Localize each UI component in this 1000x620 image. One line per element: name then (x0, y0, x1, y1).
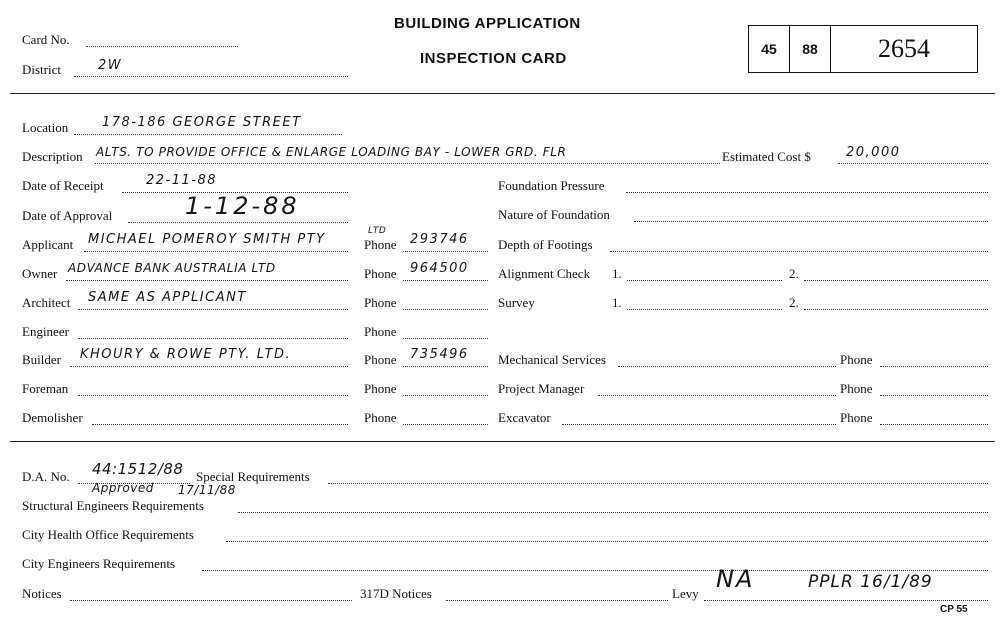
foreman-field[interactable] (78, 395, 348, 396)
location-label: Location (22, 120, 69, 135)
applicant-phone-label: Phone (364, 237, 397, 252)
da-number-value: 44:1512/88 (92, 460, 184, 478)
levy-field[interactable] (704, 600, 988, 601)
structural-label: Structural Engineers Requirements (22, 498, 204, 513)
estimated-cost-value: 20,000 (846, 145, 901, 160)
description-field[interactable] (95, 163, 720, 164)
project-manager-field[interactable] (598, 395, 836, 396)
owner-field[interactable] (66, 280, 348, 281)
builder-phone-label: Phone (364, 352, 397, 367)
project-manager-phone-field[interactable] (880, 395, 988, 396)
demolisher-label: Demolisher (22, 410, 83, 425)
health-office-label: City Health Office Requirements (22, 527, 194, 542)
city-engineers-field[interactable] (202, 570, 988, 571)
architect-value: SAME AS APPLICANT (88, 290, 247, 305)
architect-phone-label: Phone (364, 295, 397, 310)
architect-phone-field[interactable] (403, 309, 488, 310)
applicant-field[interactable] (84, 251, 348, 252)
location-field[interactable] (74, 134, 342, 135)
mechanical-services-label: Mechanical Services (498, 352, 606, 367)
engineer-phone-field[interactable] (403, 338, 488, 339)
card-number-box (748, 25, 978, 73)
foreman-label: Foreman (22, 381, 69, 396)
alignment-num-2: 2. (789, 266, 799, 281)
architect-label: Architect (22, 295, 71, 310)
foreman-phone-label: Phone (364, 381, 397, 396)
applicant-label: Applicant (22, 237, 74, 252)
demolisher-field[interactable] (92, 424, 348, 425)
survey-num-1: 1. (612, 295, 622, 310)
notices-317d-label: 317D Notices (360, 586, 432, 601)
excavator-label: Excavator (498, 410, 551, 425)
demolisher-phone-field[interactable] (403, 424, 488, 425)
applicant-phone-field[interactable] (403, 251, 488, 252)
approval-value: 1-12-88 (185, 192, 300, 220)
depth-footings-field[interactable] (610, 251, 988, 252)
approved-date: 17/11/88 (178, 483, 236, 497)
survey-num-2: 2. (789, 295, 799, 310)
special-requirements-label: Special Requirements (196, 469, 310, 484)
notices-field[interactable] (70, 600, 352, 601)
builder-phone-field[interactable] (403, 366, 488, 367)
footer-divider (10, 441, 995, 442)
builder-label: Builder (22, 352, 61, 367)
special-requirements-field[interactable] (328, 483, 988, 484)
alignment-check-label: Alignment Check (498, 266, 591, 281)
district-value: 2W (98, 58, 123, 73)
nature-foundation-label: Nature of Foundation (498, 207, 610, 222)
alignment-field-2[interactable] (804, 280, 988, 281)
notices-317d-field[interactable] (446, 600, 668, 601)
depth-footings-label: Depth of Footings (498, 237, 593, 252)
survey-field-1[interactable] (627, 309, 782, 310)
receipt-value: 22-11-88 (146, 173, 218, 188)
receipt-label: Date of Receipt (22, 178, 104, 193)
mechanical-phone-label: Phone (840, 352, 873, 367)
card-number: 2654 (878, 34, 930, 63)
year-cell-b: 88 (790, 26, 831, 72)
year-cell-a: 45 (749, 26, 790, 72)
excavator-phone-field[interactable] (880, 424, 988, 425)
owner-value: ADVANCE BANK AUSTRALIA LTD (68, 261, 276, 275)
district-label: District (22, 62, 61, 77)
engineer-phone-label: Phone (364, 324, 397, 339)
description-value: ALTS. TO PROVIDE OFFICE & ENLARGE LOADING BAY - LOWER GRD. FLR (96, 145, 567, 159)
city-engineers-label: City Engineers Requirements (22, 556, 176, 571)
structural-field[interactable] (238, 512, 988, 513)
engineer-field[interactable] (78, 338, 348, 339)
mechanical-phone-field[interactable] (880, 366, 988, 367)
approved-note: Approved (92, 481, 154, 495)
approval-field[interactable] (128, 222, 348, 223)
notices-label: Notices (22, 586, 62, 601)
demolisher-phone-label: Phone (364, 410, 397, 425)
survey-label: Survey (498, 295, 535, 310)
da-number-label: D.A. No. (22, 469, 70, 484)
excavator-field[interactable] (562, 424, 836, 425)
owner-phone-field[interactable] (403, 280, 488, 281)
health-office-field[interactable] (226, 541, 988, 542)
alignment-field-1[interactable] (627, 280, 782, 281)
engineer-label: Engineer (22, 324, 69, 339)
card-no-label: Card No. (22, 32, 70, 47)
title-inspection-card: INSPECTION CARD (420, 50, 567, 67)
owner-phone: 964500 (410, 261, 469, 276)
estimated-cost-field[interactable] (838, 163, 988, 164)
levy-note: PPLR 16/1/89 (808, 572, 933, 592)
builder-value: KHOURY & ROWE PTY. LTD. (80, 347, 292, 362)
district-field[interactable] (74, 76, 348, 77)
foundation-pressure-field[interactable] (626, 192, 988, 193)
architect-field[interactable] (78, 309, 348, 310)
card-no-field[interactable] (86, 46, 238, 47)
excavator-phone-label: Phone (840, 410, 873, 425)
applicant-ltd: LTD (368, 226, 387, 236)
approval-label: Date of Approval (22, 208, 113, 223)
levy-label: Levy (672, 586, 699, 601)
nature-foundation-field[interactable] (634, 221, 988, 222)
form-code: CP 55 (940, 604, 968, 615)
levy-value: NA (716, 565, 755, 593)
owner-phone-label: Phone (364, 266, 397, 281)
estimated-cost-label: Estimated Cost $ (722, 149, 811, 164)
mechanical-services-field[interactable] (618, 366, 836, 367)
foundation-pressure-label: Foundation Pressure (498, 178, 605, 193)
alignment-num-1: 1. (612, 266, 622, 281)
title-building-application: BUILDING APPLICATION (394, 15, 581, 32)
applicant-phone: 293746 (410, 232, 469, 247)
owner-label: Owner (22, 266, 58, 281)
builder-phone: 735496 (410, 347, 469, 362)
location-value: 178-186 GEORGE STREET (102, 115, 302, 130)
header-divider (10, 93, 995, 94)
project-manager-label: Project Manager (498, 381, 585, 396)
foreman-phone-field[interactable] (403, 395, 488, 396)
applicant-value: MICHAEL POMEROY SMITH PTY (88, 232, 326, 247)
description-label: Description (22, 149, 83, 164)
builder-field[interactable] (70, 366, 348, 367)
project-manager-phone-label: Phone (840, 381, 873, 396)
survey-field-2[interactable] (804, 309, 988, 310)
